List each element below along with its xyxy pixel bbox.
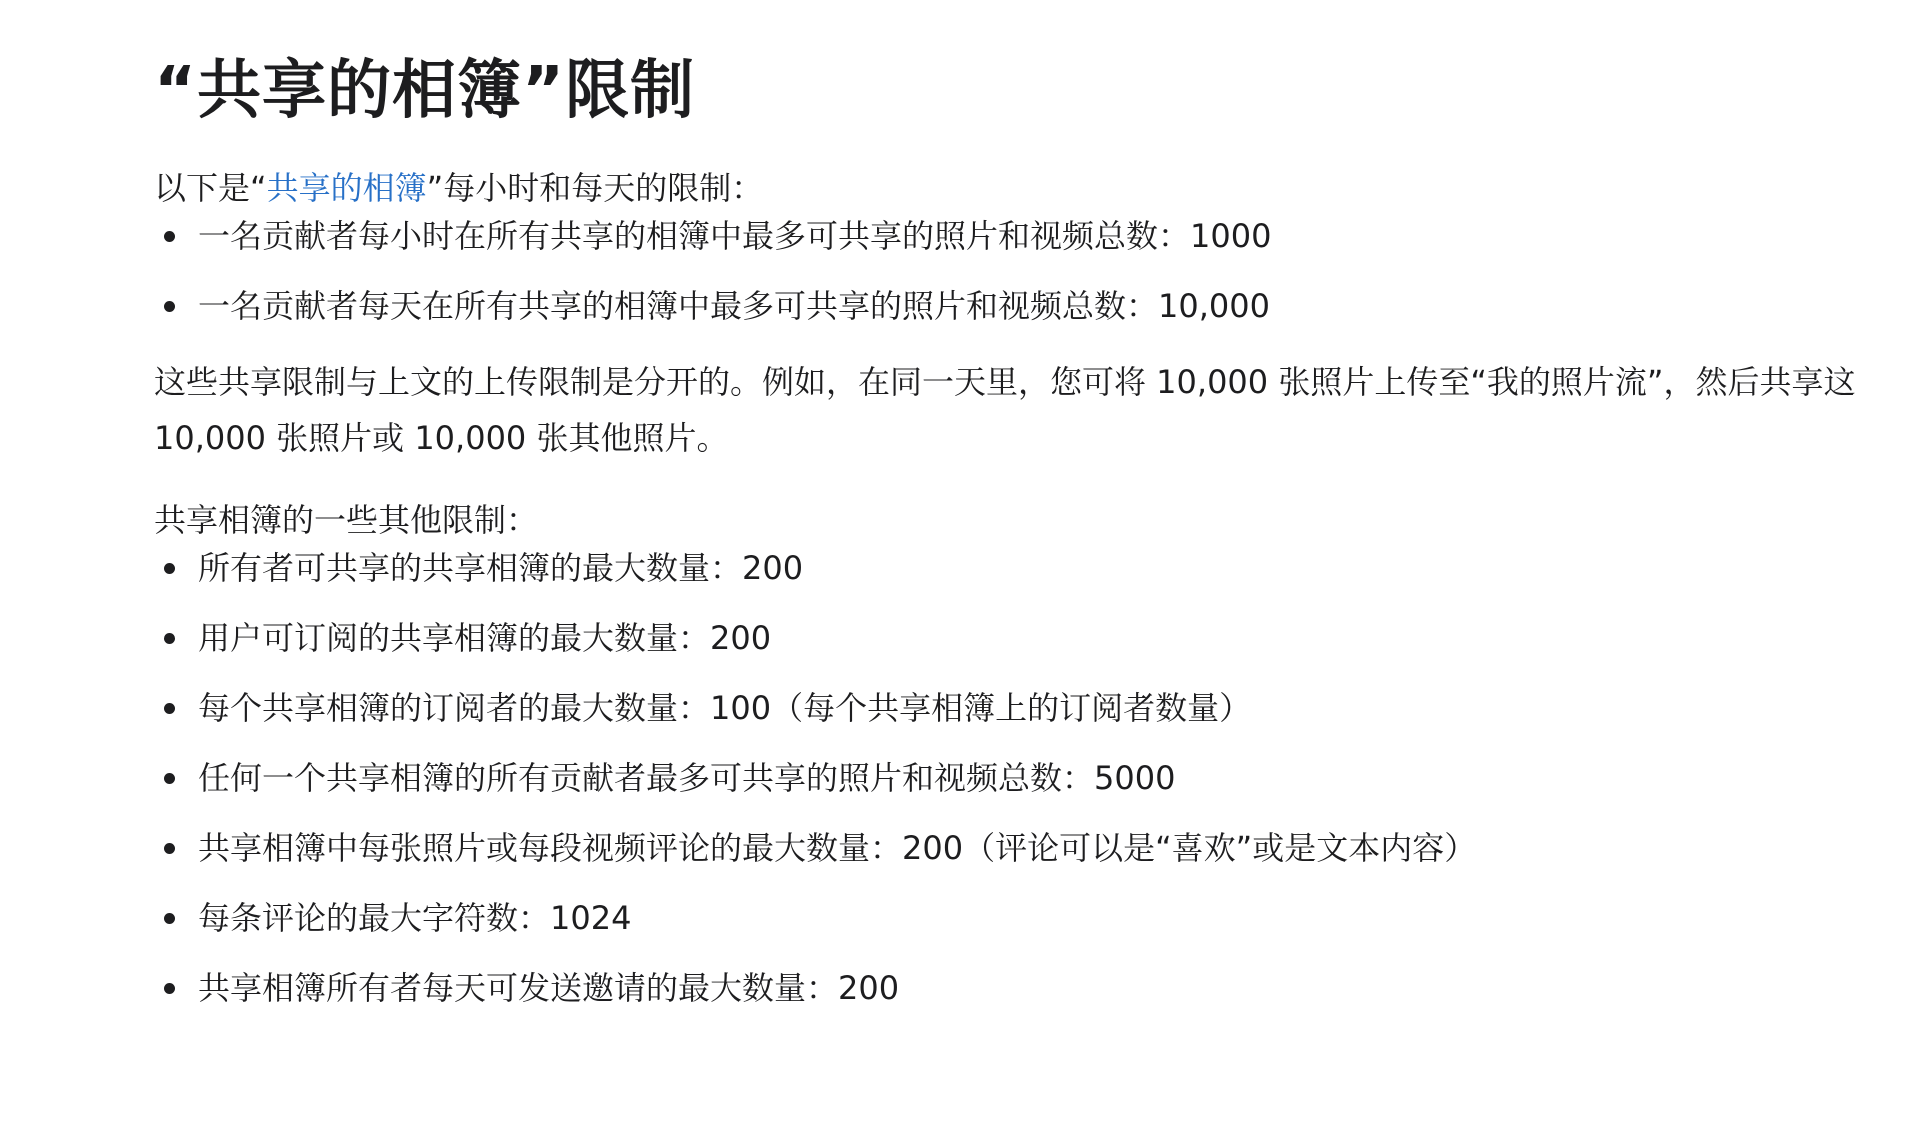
list-item-text: 一名贡献者每小时在所有共享的相簿中最多可共享的照片和视频总数：1000 xyxy=(198,217,1272,255)
list-item-text: 任何一个共享相簿的所有贡献者最多可共享的照片和视频总数：5000 xyxy=(198,759,1176,797)
list-item-text: 每条评论的最大字符数：1024 xyxy=(198,899,632,937)
list-item xyxy=(154,828,1858,868)
list-item-text: 用户可订阅的共享相簿的最大数量：200 xyxy=(198,619,772,657)
bullet-icon xyxy=(164,231,175,242)
intro-paragraph xyxy=(154,160,1858,216)
list-item-text: 一名贡献者每天在所有共享的相簿中最多可共享的照片和视频总数：10,000 xyxy=(198,287,1270,325)
list-item xyxy=(154,548,1858,588)
bullet-icon xyxy=(164,913,175,924)
other-limits-list xyxy=(154,548,1858,1008)
list-item xyxy=(154,758,1858,798)
intro-prefix: 以下是“ xyxy=(154,169,267,207)
bullet-icon xyxy=(164,301,175,312)
bullet-icon xyxy=(164,633,175,644)
list-item-text: 共享相簿中每张照片或每段视频评论的最大数量：200（评论可以是“喜欢”或是文本内容） xyxy=(198,829,1477,867)
page-title: “共享的相簿”限制 xyxy=(154,54,696,128)
list-item xyxy=(154,968,1858,1008)
shared-albums-link[interactable]: 共享的相簿 xyxy=(266,169,427,207)
list-item-text: 所有者可共享的共享相簿的最大数量：200 xyxy=(198,549,804,587)
list-item-text: 每个共享相簿的订阅者的最大数量：100（每个共享相簿上的订阅者数量） xyxy=(198,689,1252,727)
list-item xyxy=(154,286,1858,326)
list-item xyxy=(154,688,1858,728)
bullet-icon xyxy=(164,703,175,714)
list-item xyxy=(154,618,1858,658)
bullet-icon xyxy=(164,843,175,854)
list-item xyxy=(154,898,1858,938)
rate-limits-list xyxy=(154,216,1858,326)
bullet-icon xyxy=(164,983,175,994)
intro-suffix: ”每小时和每天的限制： xyxy=(426,169,764,207)
separate-limits-paragraph: 这些共享限制与上文的上传限制是分开的。例如，在同一天里，您可将 10,000 张照片上传至“我的照片流”，然后共享这 10,000 张照片或 10,000 张其他照片。 xyxy=(154,363,1856,457)
list-item xyxy=(154,216,1858,256)
bullet-icon xyxy=(164,563,175,574)
list-item-text: 共享相簿所有者每天可发送邀请的最大数量：200 xyxy=(198,969,900,1007)
other-limits-intro: 共享相簿的一些其他限制： xyxy=(154,501,539,539)
bullet-icon xyxy=(164,773,175,784)
